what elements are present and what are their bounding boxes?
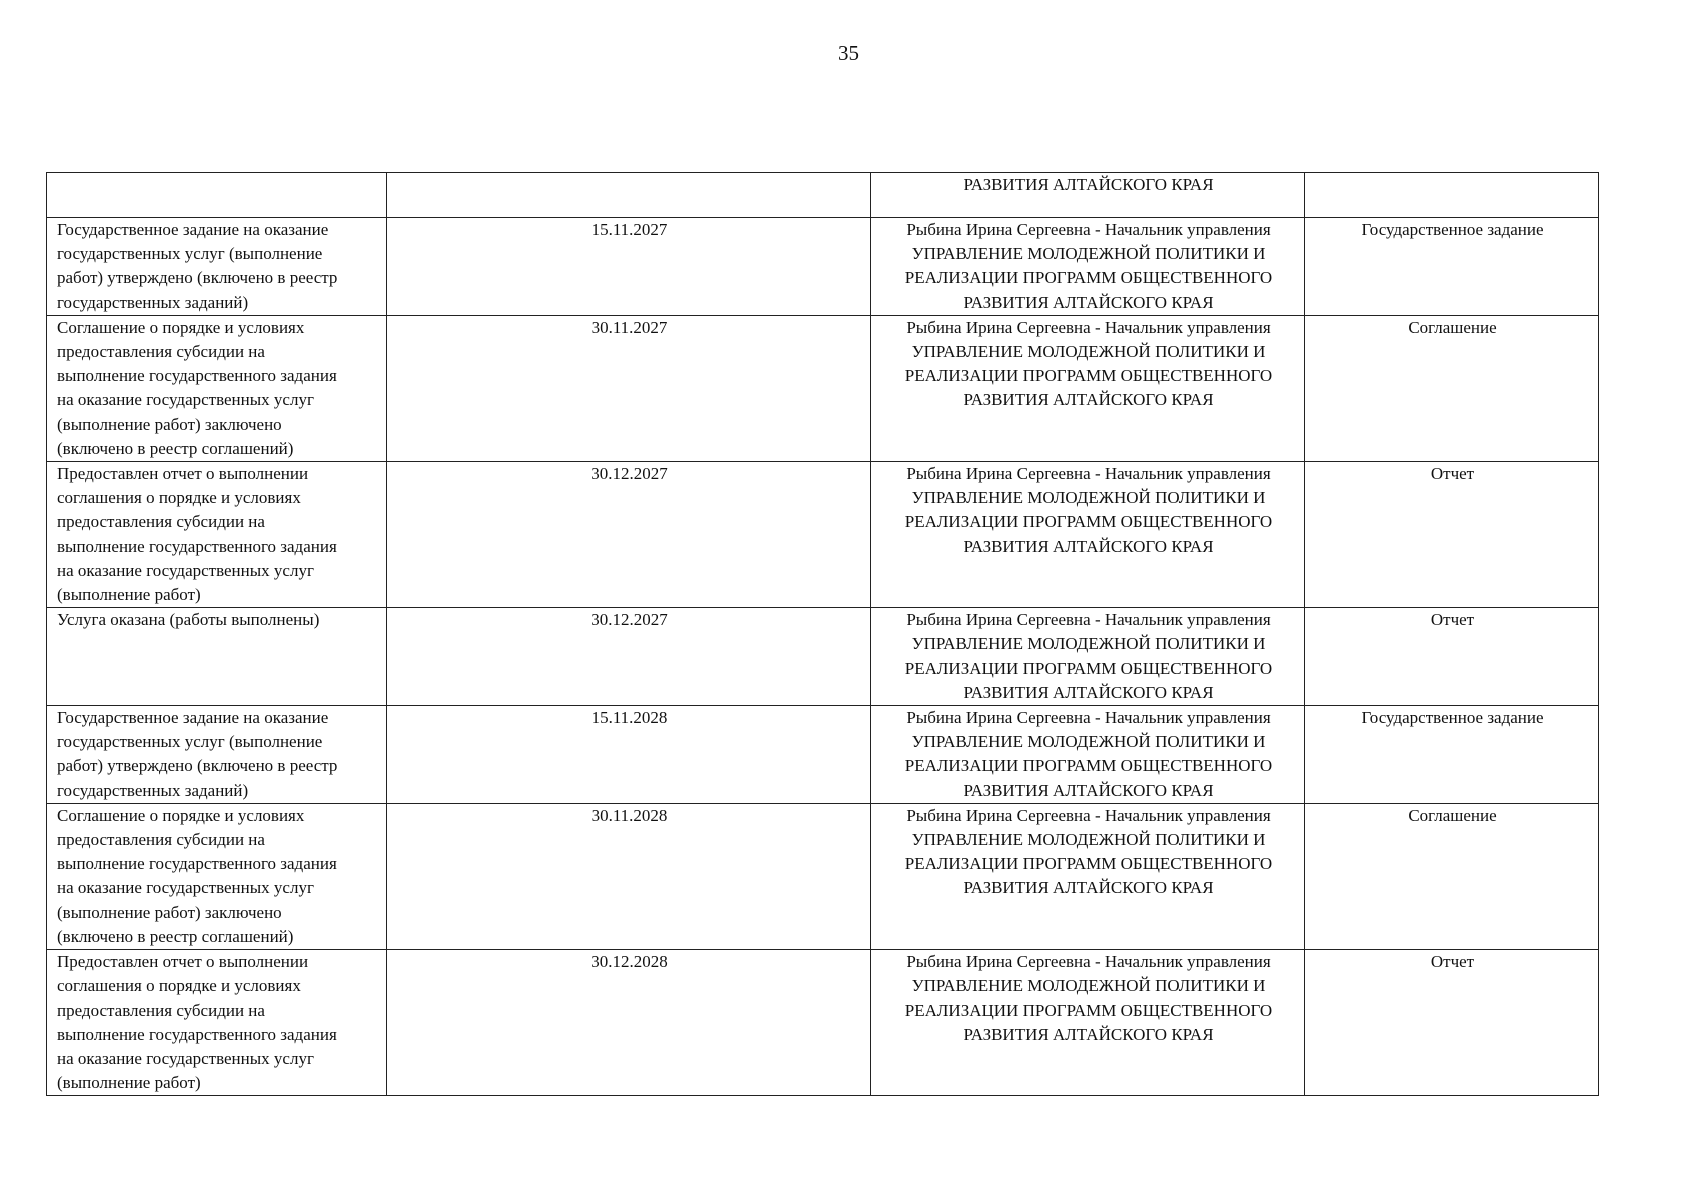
responsible-line: РАЗВИТИЯ АЛТАЙСКОГО КРАЯ [963, 878, 1214, 898]
document-type-cell: Отчет [1305, 462, 1599, 608]
responsible-line: Рыбина Ирина Сергеевна - Начальник управления [906, 708, 1271, 728]
date-cell: 30.11.2028 [387, 803, 871, 949]
table-row [47, 803, 1599, 949]
document-type-cell: Соглашение [1305, 315, 1599, 461]
description-line: предоставления субсидии на [57, 830, 265, 850]
description-line: (выполнение работ) заключено [57, 414, 282, 434]
description-line: предоставления субсидии на [57, 1000, 265, 1020]
description-line: соглашения о порядке и условиях [57, 976, 301, 996]
responsible-line: РАЗВИТИЯ АЛТАЙСКОГО КРАЯ [963, 292, 1214, 312]
responsible-line: РЕАЛИЗАЦИИ ПРОГРАММ ОБЩЕСТВЕННОГО [904, 512, 1273, 532]
document-type-cell [1305, 173, 1599, 218]
description-cell [47, 803, 387, 949]
table-row [47, 315, 1599, 461]
table-row [47, 950, 1599, 1096]
description-cell [47, 173, 387, 218]
description-line: выполнение государственного задания [57, 854, 337, 874]
responsible-line: Рыбина Ирина Сергеевна - Начальник управления [906, 610, 1271, 630]
document-type-cell: Соглашение [1305, 803, 1599, 949]
description-line: государственных заданий) [57, 780, 249, 800]
responsible-cell [871, 173, 1305, 218]
document-type-cell: Государственное задание [1305, 706, 1599, 804]
description-line: на оказание государственных услуг [57, 878, 314, 898]
responsible-line: УПРАВЛЕНИЕ МОЛОДЕЖНОЙ ПОЛИТИКИ И [911, 732, 1266, 752]
responsible-line: УПРАВЛЕНИЕ МОЛОДЕЖНОЙ ПОЛИТИКИ И [911, 488, 1266, 508]
responsible-line: РЕАЛИЗАЦИИ ПРОГРАММ ОБЩЕСТВЕННОГО [904, 268, 1273, 288]
description-line: работ) утверждено (включено в реестр [57, 268, 338, 288]
description-line: (включено в реестр соглашений) [57, 926, 294, 946]
responsible-line: РАЗВИТИЯ АЛТАЙСКОГО КРАЯ [963, 780, 1214, 800]
description-line: Государственное задание на оказание [57, 220, 329, 239]
date-cell [387, 173, 871, 218]
description-line: Государственное задание на оказание [57, 708, 329, 728]
description-line: предоставления субсидии на [57, 342, 265, 362]
responsible-line: УПРАВЛЕНИЕ МОЛОДЕЖНОЙ ПОЛИТИКИ И [911, 634, 1266, 654]
page-number: 35 [838, 41, 859, 65]
responsible-line: РАЗВИТИЯ АЛТАЙСКОГО КРАЯ [963, 390, 1214, 410]
responsible-line: РЕАЛИЗАЦИИ ПРОГРАММ ОБЩЕСТВЕННОГО [904, 854, 1273, 874]
description-line: на оказание государственных услуг [57, 560, 314, 580]
description-cell [47, 315, 387, 461]
description-cell [47, 950, 387, 1096]
responsible-line: УПРАВЛЕНИЕ МОЛОДЕЖНОЙ ПОЛИТИКИ И [911, 830, 1266, 850]
description-line: выполнение государственного задания [57, 536, 337, 556]
document-type-cell: Отчет [1305, 608, 1599, 706]
date-cell: 15.11.2028 [387, 706, 871, 804]
description-line: Предоставлен отчет о выполнении [57, 952, 309, 972]
description-line: на оказание государственных услуг [57, 1048, 314, 1068]
responsible-cell [871, 608, 1305, 706]
table-row [47, 173, 1599, 218]
responsible-line: Рыбина Ирина Сергеевна - Начальник управления [906, 317, 1271, 337]
table-row [47, 706, 1599, 804]
description-line: Предоставлен отчет о выполнении [57, 464, 309, 484]
responsible-line: РЕАЛИЗАЦИИ ПРОГРАММ ОБЩЕСТВЕННОГО [904, 1000, 1273, 1020]
responsible-cell [871, 803, 1305, 949]
description-line: государственных услуг (выполнение [57, 244, 323, 264]
description-cell [47, 608, 387, 706]
responsible-cell [871, 706, 1305, 804]
description-line: соглашения о порядке и условиях [57, 488, 301, 508]
responsible-line: Рыбина Ирина Сергеевна - Начальник управления [906, 220, 1271, 239]
description-line: Услуга оказана (работы выполнены) [57, 610, 320, 630]
responsible-line: Рыбина Ирина Сергеевна - Начальник управления [906, 952, 1271, 972]
date-cell: 30.12.2027 [387, 608, 871, 706]
responsible-line: УПРАВЛЕНИЕ МОЛОДЕЖНОЙ ПОЛИТИКИ И [911, 976, 1266, 996]
description-line: Соглашение о порядке и условиях [57, 317, 305, 337]
responsible-cell [871, 950, 1305, 1096]
responsible-line: УПРАВЛЕНИЕ МОЛОДЕЖНОЙ ПОЛИТИКИ И [911, 342, 1266, 362]
document-type-cell: Государственное задание [1305, 218, 1599, 316]
table-row [47, 608, 1599, 706]
responsible-cell [871, 315, 1305, 461]
date-cell: 30.12.2027 [387, 462, 871, 608]
description-line: работ) утверждено (включено в реестр [57, 756, 338, 776]
description-line: (выполнение работ) [57, 1073, 201, 1093]
responsible-line: Рыбина Ирина Сергеевна - Начальник управления [906, 464, 1271, 484]
date-cell: 15.11.2027 [387, 218, 871, 316]
responsible-line: РЕАЛИЗАЦИИ ПРОГРАММ ОБЩЕСТВЕННОГО [904, 756, 1273, 776]
description-line: Соглашение о порядке и условиях [57, 805, 305, 825]
description-line: предоставления субсидии на [57, 512, 265, 532]
responsible-line: РЕАЛИЗАЦИИ ПРОГРАММ ОБЩЕСТВЕННОГО [904, 658, 1273, 678]
date-cell: 30.12.2028 [387, 950, 871, 1096]
description-cell [47, 218, 387, 316]
responsible-line: РАЗВИТИЯ АЛТАЙСКОГО КРАЯ [963, 536, 1214, 556]
responsible-line: Рыбина Ирина Сергеевна - Начальник управления [906, 805, 1271, 825]
responsible-line: РАЗВИТИЯ АЛТАЙСКОГО КРАЯ [963, 175, 1214, 194]
description-line: (выполнение работ) заключено [57, 902, 282, 922]
description-line: (включено в реестр соглашений) [57, 438, 294, 458]
responsible-cell [871, 462, 1305, 608]
description-cell [47, 706, 387, 804]
table-row [47, 218, 1599, 316]
table-row [47, 462, 1599, 608]
description-line: (выполнение работ) [57, 585, 201, 605]
description-line: на оказание государственных услуг [57, 390, 314, 410]
description-line: государственных заданий) [57, 292, 249, 312]
responsible-line: РАЗВИТИЯ АЛТАЙСКОГО КРАЯ [963, 1024, 1214, 1044]
responsible-line: РЕАЛИЗАЦИИ ПРОГРАММ ОБЩЕСТВЕННОГО [904, 366, 1273, 386]
date-cell: 30.11.2027 [387, 315, 871, 461]
description-line: выполнение государственного задания [57, 1024, 337, 1044]
responsible-line: РАЗВИТИЯ АЛТАЙСКОГО КРАЯ [963, 682, 1214, 702]
description-line: государственных услуг (выполнение [57, 732, 323, 752]
document-type-cell: Отчет [1305, 950, 1599, 1096]
description-cell [47, 462, 387, 608]
schedule-table [46, 172, 1599, 1096]
responsible-cell [871, 218, 1305, 316]
description-line: выполнение государственного задания [57, 366, 337, 386]
responsible-line: УПРАВЛЕНИЕ МОЛОДЕЖНОЙ ПОЛИТИКИ И [911, 244, 1266, 264]
